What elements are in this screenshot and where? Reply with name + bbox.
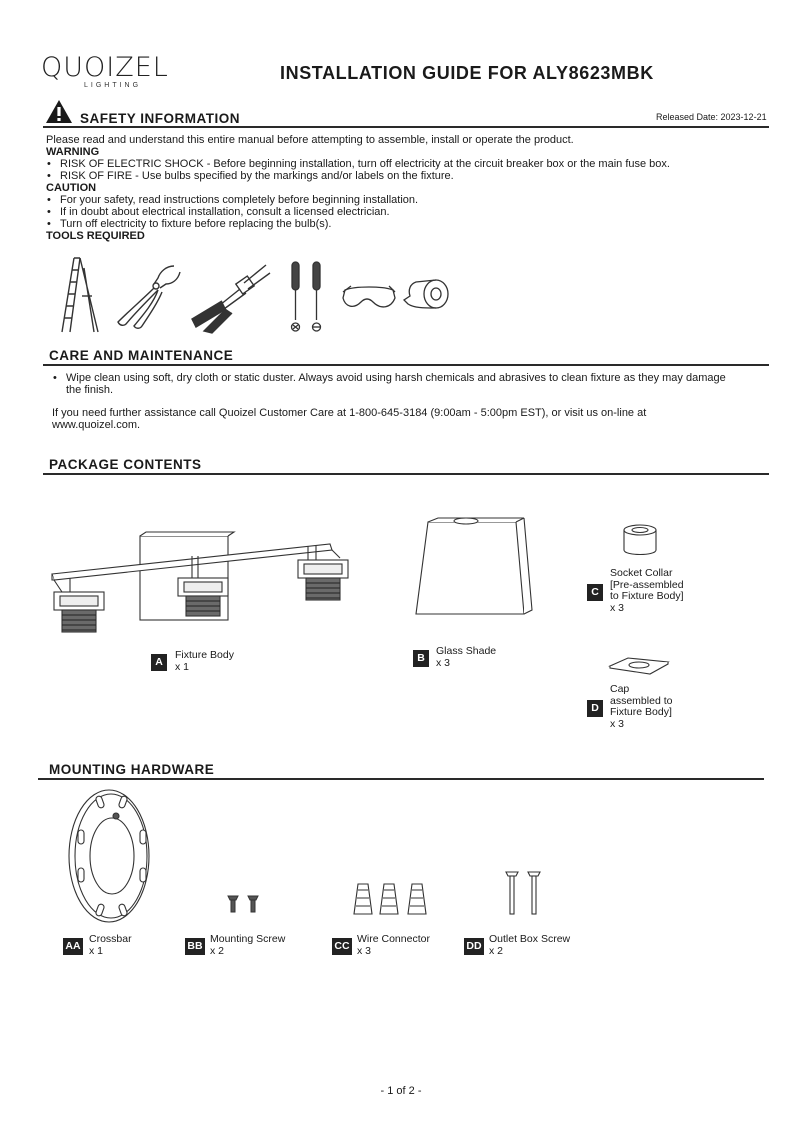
safety-divider bbox=[43, 126, 769, 128]
item-qty: x 1 bbox=[175, 660, 190, 673]
item-qty: x 2 bbox=[489, 944, 504, 957]
item-label bbox=[357, 934, 430, 957]
page-number: - 1 of 2 - bbox=[380, 1085, 422, 1097]
item-label bbox=[175, 650, 234, 673]
item-name: Socket Collar bbox=[610, 567, 673, 579]
item-name: Cap bbox=[610, 683, 630, 695]
list-item: • RISK OF ELECTRIC SHOCK - Before beginning installation, turn off electricity at the circuit breaker box or the main fuse box. bbox=[46, 158, 768, 170]
care-bullet-line2: the finish. bbox=[66, 384, 114, 396]
item-name: Wire Connector bbox=[357, 933, 430, 945]
list-item: • Turn off electricity to fixture before replacing the bulb(s). bbox=[46, 218, 768, 230]
item-code-badge: CC bbox=[332, 938, 352, 955]
item-name: Outlet Box Screw bbox=[489, 933, 571, 945]
item-label bbox=[489, 934, 570, 957]
page-title: INSTALLATION GUIDE FOR ALY8623MBK bbox=[280, 63, 654, 83]
caution-label: CAUTION bbox=[46, 182, 97, 194]
release-date: Released Date: 2023-12-21 bbox=[656, 112, 767, 122]
item-code-badge: AA bbox=[63, 938, 83, 955]
package-title: PACKAGE CONTENTS bbox=[49, 457, 202, 472]
glass-shade-illustration bbox=[410, 514, 536, 622]
logo-subtitle: LIGHTING bbox=[84, 82, 142, 89]
item-label bbox=[610, 684, 672, 730]
item-code-badge: BB bbox=[185, 938, 205, 955]
item-code-badge: C bbox=[587, 584, 603, 601]
item-qty: x 3 bbox=[610, 601, 625, 614]
care-body bbox=[52, 372, 768, 431]
item-qty: x 1 bbox=[89, 944, 104, 957]
list-item: • If in doubt about electrical installation, consult a licensed electrician. bbox=[46, 206, 768, 218]
pliers-icon bbox=[114, 262, 184, 330]
safety-glasses-icon bbox=[341, 284, 397, 314]
item-qty: x 2 bbox=[210, 944, 225, 957]
screwdrivers-icon bbox=[289, 260, 325, 336]
warning-label: WARNING bbox=[46, 146, 100, 158]
item-name-line2: [Pre-assembled bbox=[610, 578, 684, 591]
list-item bbox=[52, 372, 768, 384]
fixture-body-illustration bbox=[40, 530, 360, 642]
item-name-line2: assembled to bbox=[610, 694, 673, 707]
item-qty: x 3 bbox=[436, 656, 451, 669]
hardware-divider bbox=[38, 778, 764, 780]
crossbar-illustration bbox=[64, 786, 154, 926]
mounting-screw-illustration bbox=[226, 893, 262, 915]
item-name-line3: to Fixture Body] bbox=[610, 590, 684, 602]
item-code-badge: D bbox=[587, 700, 603, 717]
item-name: Crossbar bbox=[89, 933, 132, 945]
item-qty: x 3 bbox=[357, 944, 372, 957]
list-item: • For your safety, read instructions completely before beginning installation. bbox=[46, 194, 768, 206]
hardware-title: MOUNTING HARDWARE bbox=[49, 762, 215, 777]
item-label bbox=[89, 934, 132, 957]
item-label bbox=[610, 568, 684, 614]
safety-intro: Please read and understand this entire manual before attempting to assemble, install or operate the product. bbox=[46, 134, 574, 146]
cap-illustration bbox=[608, 656, 670, 676]
wire-connector-illustration bbox=[350, 880, 434, 916]
care-title: CARE AND MAINTENANCE bbox=[49, 348, 234, 363]
item-code-badge: DD bbox=[464, 938, 484, 955]
care-divider bbox=[43, 364, 769, 366]
item-name: Fixture Body bbox=[175, 649, 234, 661]
outlet-box-screw-illustration bbox=[504, 868, 542, 916]
item-name-line3: Fixture Body] bbox=[610, 706, 672, 718]
logo-wordmark: QUOIZEL bbox=[41, 52, 169, 83]
electrical-tape-icon bbox=[402, 278, 450, 310]
care-bullet-line1: Wipe clean using soft, dry cloth or static duster. Always avoid using harsh chemicals and abrasives to clean fixture as they may damage bbox=[66, 372, 726, 384]
socket-collar-illustration bbox=[620, 522, 660, 558]
item-name: Glass Shade bbox=[436, 645, 497, 657]
item-code-badge: A bbox=[151, 654, 167, 671]
item-label bbox=[436, 646, 496, 669]
wire-stripper-icon bbox=[186, 261, 272, 333]
list-item: • RISK OF FIRE - Use bulbs specified by the markings and/or labels on the fixture. bbox=[46, 170, 768, 182]
item-qty: x 3 bbox=[610, 717, 625, 730]
item-label bbox=[210, 934, 285, 957]
contact-line2: www.quoizel.com. bbox=[52, 419, 141, 431]
item-code-badge: B bbox=[413, 650, 429, 667]
warning-triangle-icon bbox=[45, 99, 73, 124]
package-divider bbox=[43, 473, 769, 475]
item-name: Mounting Screw bbox=[210, 933, 286, 945]
tools-label: TOOLS REQUIRED bbox=[46, 230, 145, 242]
brand-logo bbox=[41, 52, 169, 83]
safety-title: SAFETY INFORMATION bbox=[80, 111, 240, 126]
ladder-icon bbox=[58, 256, 102, 334]
safety-body bbox=[46, 134, 768, 242]
contact-line1: If you need further assistance call Quoizel Customer Care at 1-800-645-3184 (9:00am - 5:00pm EST), or visit us on-line at bbox=[52, 407, 647, 419]
